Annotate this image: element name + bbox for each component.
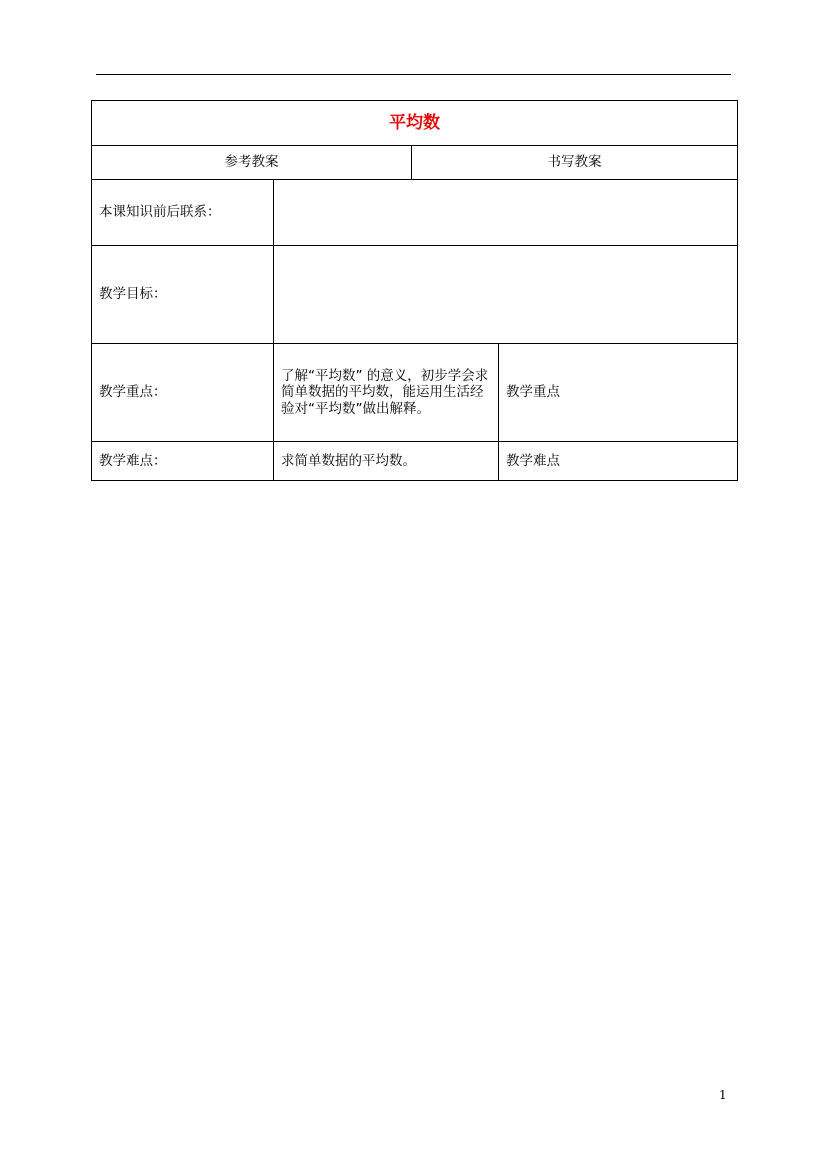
difficulty-row <box>92 442 738 481</box>
reference-plan-header: 参考教案 <box>92 146 412 180</box>
knowledge-connection-label: 本课知识前后联系： <box>92 180 274 246</box>
key-point-content: 了解“平均数” 的意义，初步学会求简单数据的平均数，能运用生活经验对“平均数”做出解释。 <box>274 344 499 442</box>
header-rule <box>96 74 731 75</box>
teaching-goal-label: 教学目标： <box>92 246 274 344</box>
knowledge-connection-content <box>274 180 738 246</box>
teaching-goal-content <box>274 246 738 344</box>
title-row <box>92 101 738 146</box>
column-header-row <box>92 146 738 180</box>
key-point-note: 教学重点 <box>499 344 738 442</box>
written-plan-header: 书写教案 <box>412 146 738 180</box>
knowledge-connection-row <box>92 180 738 246</box>
lesson-plan-table <box>91 100 738 481</box>
difficulty-note: 教学难点 <box>499 442 738 481</box>
difficulty-content: 求简单数据的平均数。 <box>274 442 499 481</box>
key-point-label: 教学重点： <box>92 344 274 442</box>
teaching-goal-row <box>92 246 738 344</box>
key-point-row <box>92 344 738 442</box>
lesson-title: 平均数 <box>92 101 738 146</box>
page-number: 1 <box>719 1088 727 1102</box>
difficulty-label: 教学难点： <box>92 442 274 481</box>
